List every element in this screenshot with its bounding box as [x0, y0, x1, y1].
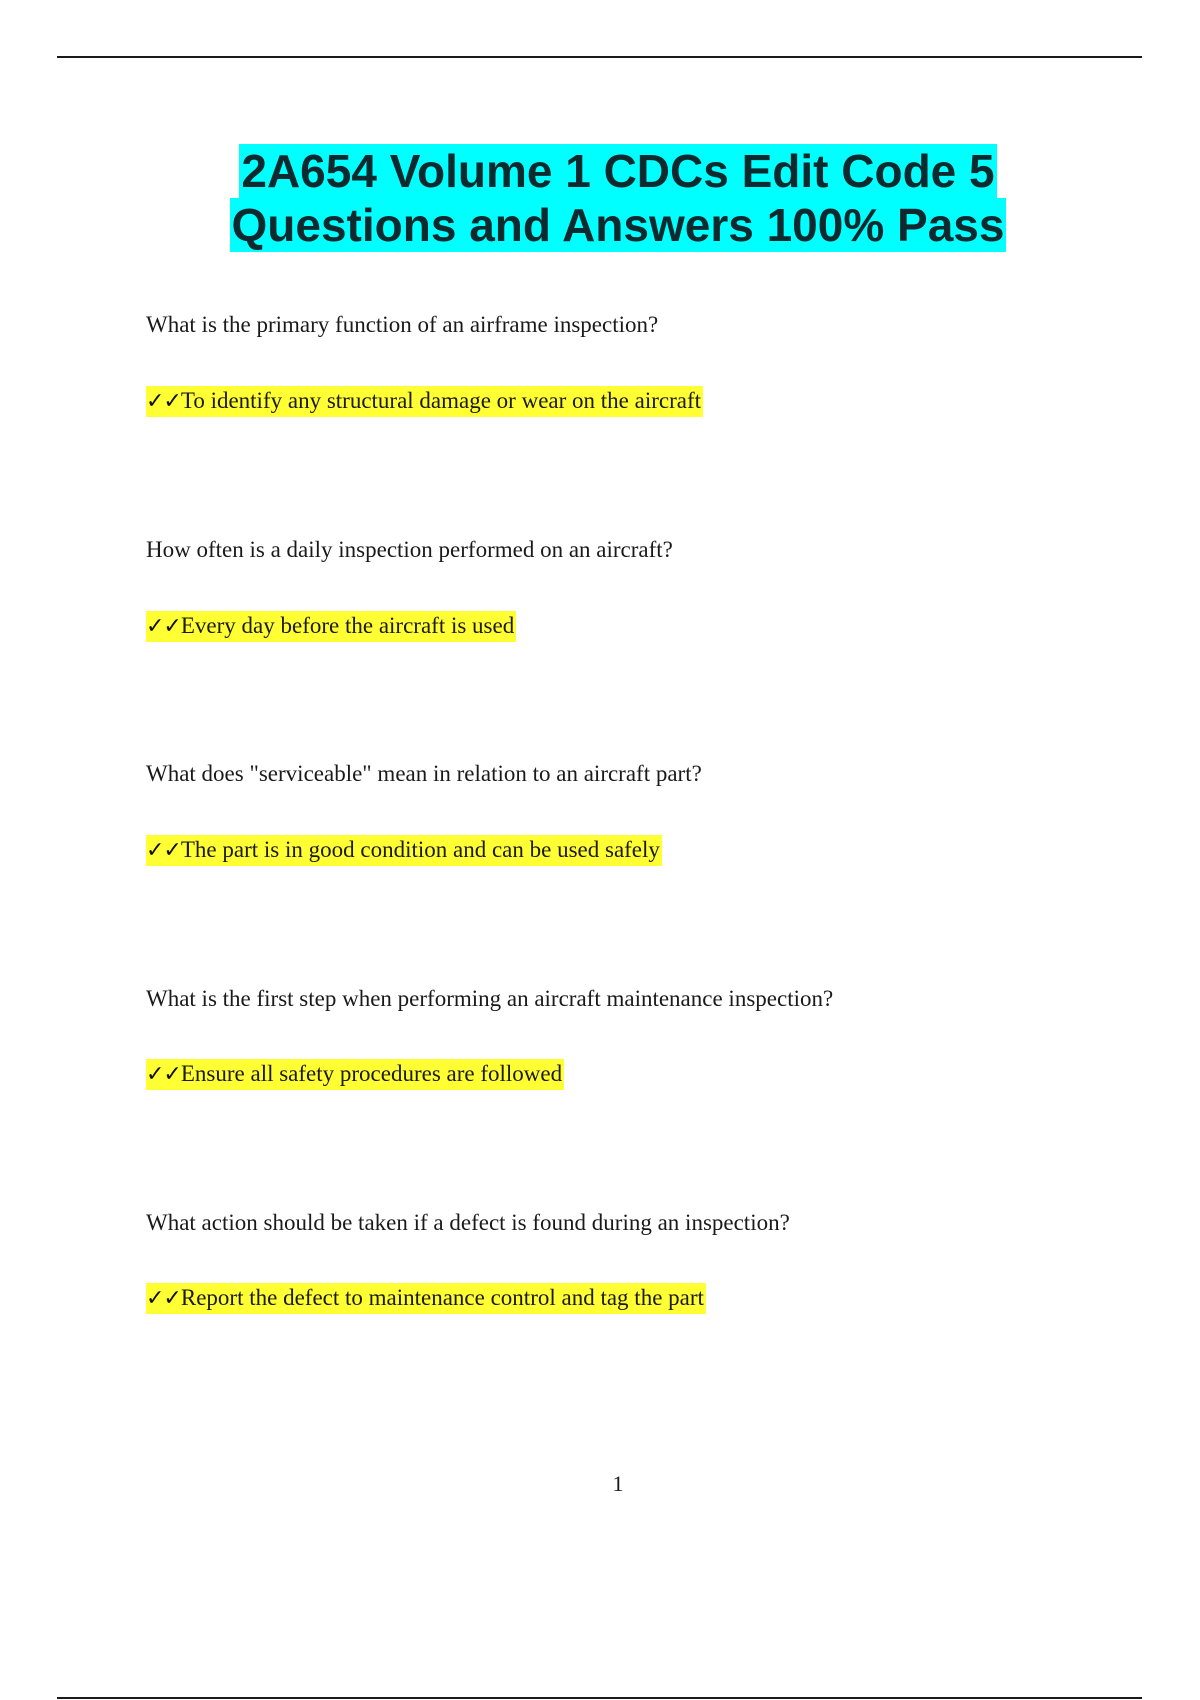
- answer-text: Report the defect to maintenance control and tag the part: [180, 1285, 704, 1310]
- question-2: How often is a daily inspection performed on an aircraft?: [146, 537, 673, 562]
- question-1: What is the primary function of an airframe inspection?: [146, 312, 659, 337]
- answer-4: [146, 1059, 564, 1090]
- answer-text: To identify any structural damage or wear on the aircraft: [180, 388, 702, 413]
- answer-text: Ensure all safety procedures are followed: [180, 1061, 563, 1086]
- double-check-icon: ✓✓: [146, 614, 181, 639]
- double-check-icon: ✓✓: [146, 389, 181, 414]
- double-check-icon: ✓✓: [146, 1286, 181, 1311]
- double-check-icon: ✓✓: [146, 838, 181, 863]
- question-4: What is the first step when performing an aircraft maintenance inspection?: [146, 986, 834, 1011]
- double-check-icon: ✓✓: [146, 1062, 181, 1087]
- answer-3: [146, 835, 662, 866]
- question-3: What does "serviceable" mean in relation to an aircraft part?: [146, 761, 702, 786]
- question-5: What action should be taken if a defect is found during an inspection?: [146, 1210, 790, 1235]
- answer-2: [146, 611, 516, 642]
- answer-text: Every day before the aircraft is used: [180, 613, 515, 638]
- title-line-1: 2A654 Volume 1 CDCs Edit Code 5: [241, 145, 995, 197]
- answer-5: [146, 1283, 706, 1314]
- answer-text: The part is in good condition and can be used safely: [180, 837, 660, 862]
- page-number: 1: [612, 1471, 624, 1496]
- bottom-rule: [57, 1697, 1142, 1699]
- answer-1: [146, 386, 703, 417]
- title-line-2: Questions and Answers 100% Pass: [231, 199, 1005, 251]
